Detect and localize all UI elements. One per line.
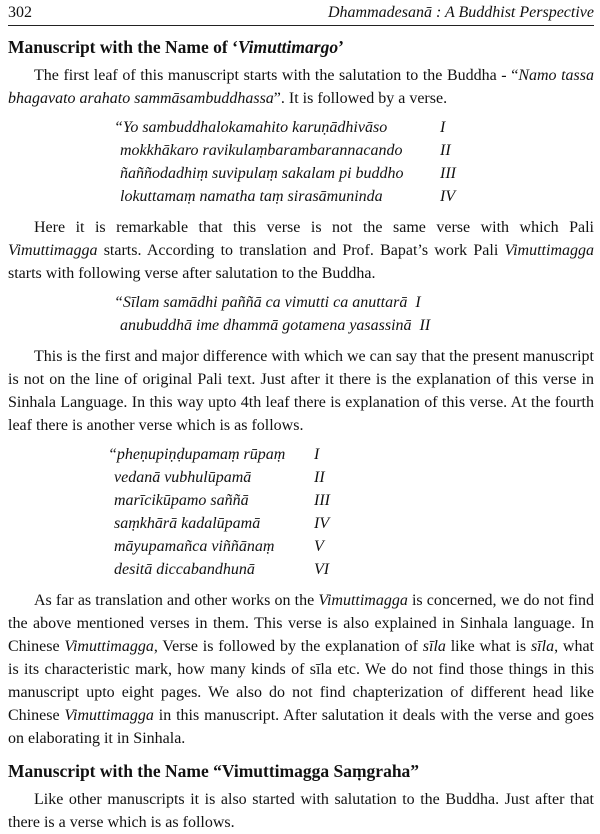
verse-number: V xyxy=(314,538,324,555)
text-run: As far as translation and other works on the xyxy=(34,592,319,609)
verse-text: māyupamañca viññānaṃ xyxy=(114,538,275,555)
verse-number: VI xyxy=(314,561,330,578)
verse-text: ñaññodadhiṃ suvipulaṃ sakalam pi buddho xyxy=(120,165,404,182)
section-heading-vimuttimargo xyxy=(8,35,594,59)
verse-text: marīcikūpamo saññā xyxy=(114,492,249,509)
verse-block-3 xyxy=(8,443,594,581)
verse-text: “Sīlam samādhi paññā ca vimutti ca anuttarā xyxy=(114,294,408,311)
paragraph-difference: This is the first and major difference with which we can say that the present manuscript is not on the line of original Pali text. Just after it there is the explanation of this verse in Sinhala Language. In this way upto 4th leaf there is explanation of this verse. At the fourth leaf there is another verse which is as follows. xyxy=(8,348,594,434)
verse-number: II xyxy=(440,142,451,159)
text-run: , Verse is followed by the explanation of xyxy=(153,638,423,655)
verse-number: II xyxy=(314,469,325,486)
verse-line xyxy=(114,512,594,535)
paragraph-salutation xyxy=(8,64,594,110)
verse-text: anubuddhā ime dhammā gotamena yasassinā xyxy=(120,317,412,334)
verse-number: III xyxy=(440,165,456,182)
text-run: , what is its characteristic mark, how many kinds of sīla etc. We do not find those things in this manuscript upto eight pages. We also do not find chapterization of different head like Chinese xyxy=(8,638,595,724)
verse-line xyxy=(120,314,594,337)
text-run: like what is xyxy=(445,638,531,655)
verse-number: III xyxy=(314,492,330,509)
verse-text: mokkhākaro ravikulaṃbarambarannacando xyxy=(120,142,403,159)
heading-suffix: ’ xyxy=(338,37,344,57)
verse-line xyxy=(114,489,594,512)
verse-line xyxy=(114,291,594,314)
page-number: 302 xyxy=(8,4,32,21)
verse-text: “Yo sambuddhalokamahito karuṇādhivāso xyxy=(114,119,388,136)
verse-text: “pheṇupiṇḍupamaṃ rūpaṃ xyxy=(108,446,286,463)
italic-run: Namo tassa bhagavato arahato sammāsambuddhassa xyxy=(8,67,595,107)
running-title: Dhammadesanā : A Buddhist Perspective xyxy=(327,4,594,21)
verse-block-1 xyxy=(8,116,594,208)
paragraph-translation xyxy=(8,589,594,750)
verse-line xyxy=(120,139,594,162)
verse-line xyxy=(114,466,594,489)
text-run: in this manuscript. After salutation it deals with the verse and goes on elaborating it in Sinhala. xyxy=(8,707,595,747)
verse-text: saṃkhārā kadalūpamā xyxy=(114,515,261,532)
italic-run: Vimuttimagga xyxy=(504,242,594,259)
text-run: The first leaf of this manuscript starts with the salutation to the Buddha - “ xyxy=(34,67,519,84)
verse-text: desitā diccabandhunā xyxy=(114,561,255,578)
verse-number: I xyxy=(415,294,421,311)
text-run: ”. It is followed by a verse. xyxy=(273,90,448,107)
verse-text: lokuttamaṃ namatha taṃ sirasāmuninda xyxy=(120,188,383,205)
verse-line xyxy=(114,535,594,558)
heading-italic: Vimuttimargo xyxy=(237,37,339,57)
paragraph-remarkable xyxy=(8,216,594,285)
text-run: starts. According to translation and Prof. Bapat’s work Pali xyxy=(97,242,505,259)
verse-line xyxy=(114,116,594,139)
verse-number: IV xyxy=(440,188,456,205)
verse-line xyxy=(108,443,594,466)
text-run: Here it is remarkable that this verse is not the same verse with which Pali xyxy=(34,219,594,236)
verse-number: II xyxy=(419,317,431,334)
page-header xyxy=(8,0,594,26)
heading-prefix: Manuscript with the Name of ‘ xyxy=(8,37,238,57)
verse-line xyxy=(120,185,594,208)
verse-block-2 xyxy=(8,291,594,337)
italic-run: Vimuttimagga xyxy=(64,638,154,655)
verse-line xyxy=(120,162,594,185)
italic-run: sīla xyxy=(422,638,446,655)
verse-line xyxy=(114,558,594,581)
verse-text: vedanā vubhulūpamā xyxy=(114,469,252,486)
italic-run: Vimuttimagga xyxy=(8,242,98,259)
text-run: starts with following verse after salutation to the Buddha. xyxy=(8,265,376,282)
verse-number: IV xyxy=(314,515,330,532)
italic-run: sīla xyxy=(530,638,555,655)
italic-run: Vimuttimagga xyxy=(64,707,154,724)
verse-number: I xyxy=(314,446,320,463)
text-run: is concerned, we do not find the above mentioned verses in them. This verse is also explained in Sinhala language. In Chinese xyxy=(8,592,595,655)
paragraph-samgraha: Like other manuscripts it is also started with salutation to the Buddha. Just after that there is a verse which is as follows. xyxy=(8,791,594,831)
section-heading-samgraha: Manuscript with the Name “Vimuttimagga Saṃgraha” xyxy=(8,761,420,781)
italic-run: Vimuttimagga xyxy=(318,592,408,609)
verse-number: I xyxy=(440,119,446,136)
